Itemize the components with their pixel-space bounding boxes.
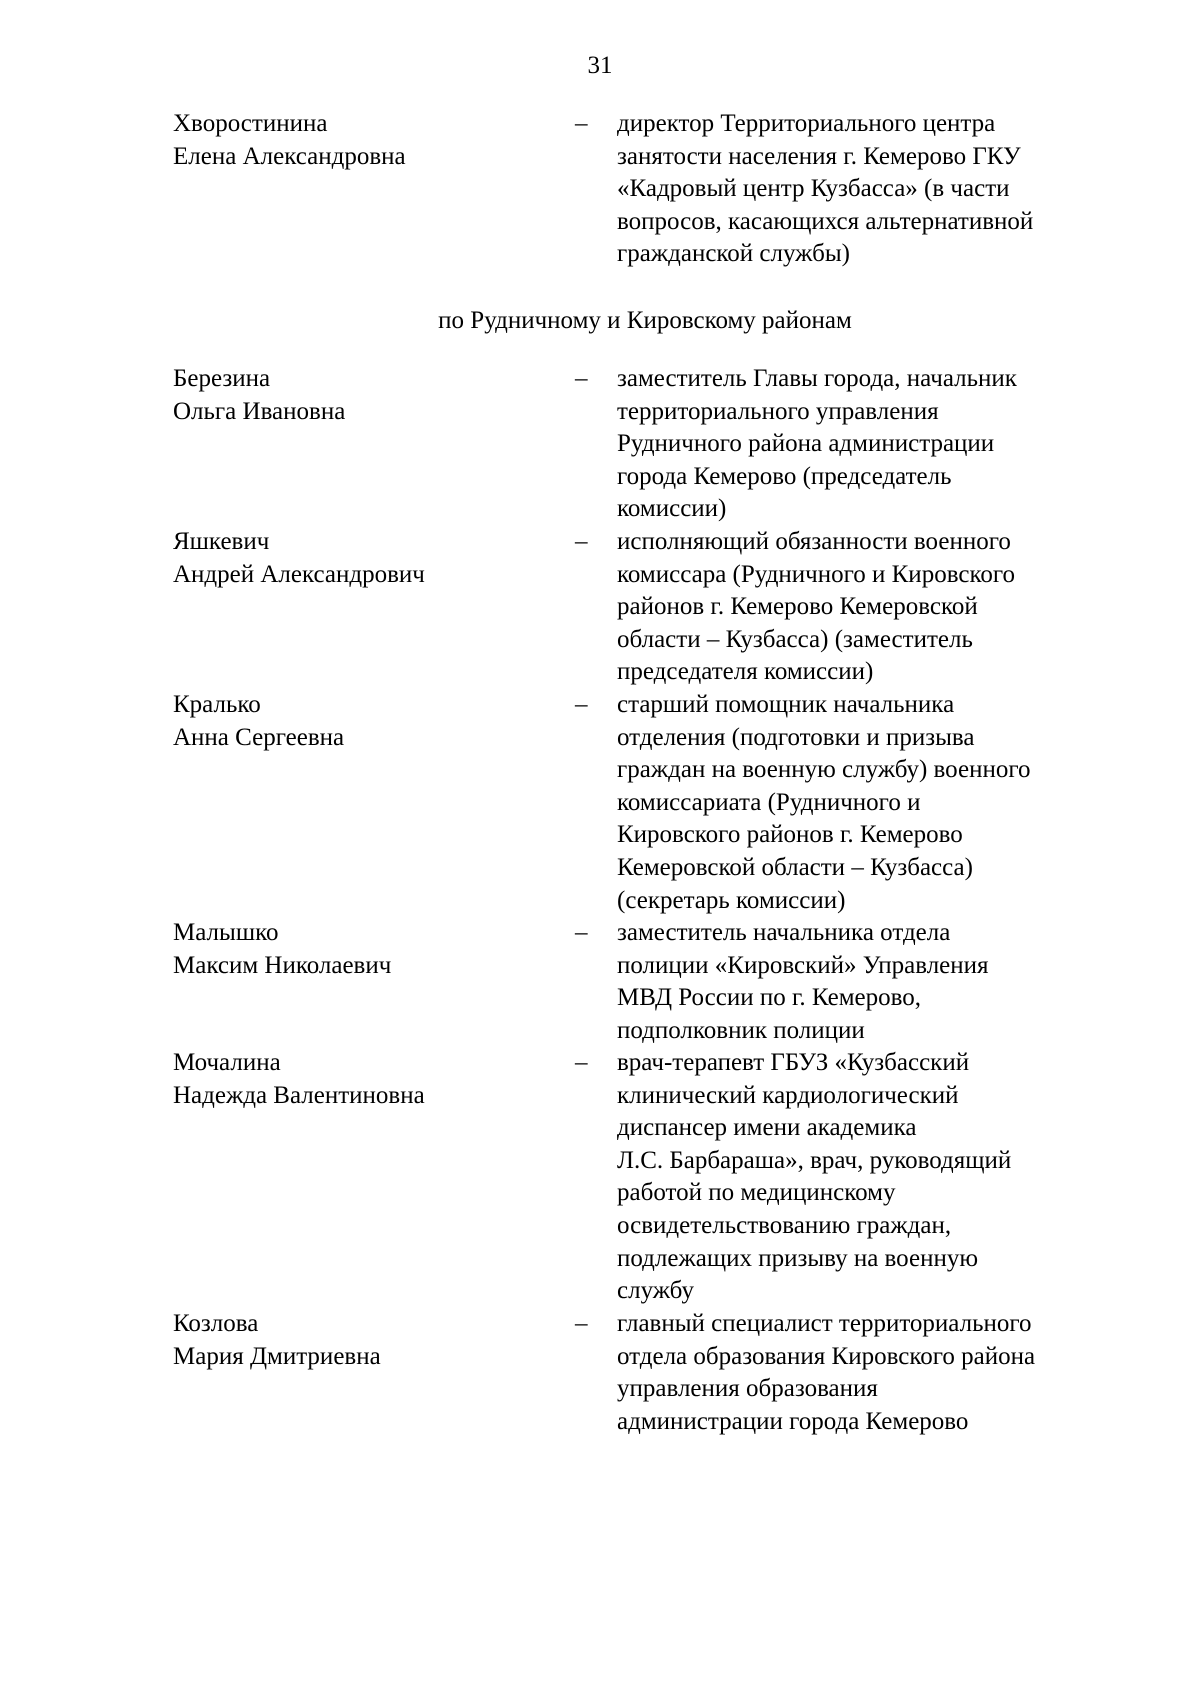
member-position xyxy=(617,108,1117,271)
position-line: области – Кузбасса) (заместитель xyxy=(617,625,973,653)
position-line: администрации города Кемерово xyxy=(617,1407,969,1435)
position-line: «Кадровый центр Кузбасса» (в части xyxy=(617,175,1010,203)
member-surname: Яшкевич xyxy=(173,528,270,555)
page-number: 31 xyxy=(587,52,613,79)
position-line: диспансер имени академика xyxy=(617,1114,917,1142)
dash-separator: – xyxy=(575,1049,588,1076)
position-line: заместитель начальника отдела xyxy=(617,919,951,946)
position-line: подполковник полиции xyxy=(617,1016,865,1044)
position-line: старший помощник начальника xyxy=(617,691,955,718)
position-line: территориального управления xyxy=(617,397,939,425)
position-line: занятости населения г. Кемерово ГКУ xyxy=(617,142,1021,170)
position-line: освидетельствованию граждан, xyxy=(617,1211,952,1239)
member-entry xyxy=(0,363,1200,526)
member-given-names: Андрей Александрович xyxy=(173,560,425,588)
position-line: Л.С. Барбараша», врач, руководящий xyxy=(617,1146,1012,1174)
member-given-names: Максим Николаевич xyxy=(173,951,392,979)
section-heading: по Рудничному и Кировскому районам xyxy=(438,307,852,334)
member-name xyxy=(173,108,553,173)
member-position xyxy=(617,526,1117,689)
position-line: службу xyxy=(617,1277,694,1305)
member-surname: Козлова xyxy=(173,1310,259,1337)
member-entry xyxy=(0,1308,1200,1439)
position-line: отделения (подготовки и призыва xyxy=(617,723,975,751)
member-given-names: Мария Дмитриевна xyxy=(173,1342,381,1370)
position-line: директор Территориального центра xyxy=(617,110,996,137)
member-position xyxy=(617,1308,1117,1438)
position-line: комиссара (Рудничного и Кировского xyxy=(617,560,1015,588)
member-entry-khvorostinina xyxy=(0,108,1200,272)
position-line: работой по медицинскому xyxy=(617,1179,896,1207)
position-line: Кировского районов г. Кемерово xyxy=(617,821,963,849)
member-position xyxy=(617,1047,1117,1308)
position-line: (секретарь комиссии) xyxy=(617,886,846,914)
position-line: МВД России по г. Кемерово, xyxy=(617,984,922,1012)
position-line: председателя комиссии) xyxy=(617,658,874,686)
position-line: гражданской службы) xyxy=(617,240,850,268)
dash-separator: – xyxy=(575,919,588,946)
position-line: подлежащих призыву на военную xyxy=(617,1244,979,1272)
member-position xyxy=(617,917,1117,1047)
position-line: граждан на военную службу) военного xyxy=(617,756,1031,784)
member-name xyxy=(173,1047,553,1112)
position-line: исполняющий обязанности военного xyxy=(617,528,1011,555)
dash-separator: – xyxy=(575,110,588,137)
position-line: заместитель Главы города, начальник xyxy=(617,365,1017,392)
dash-separator: – xyxy=(575,365,588,392)
position-line: клинический кардиологический xyxy=(617,1081,959,1109)
member-name xyxy=(173,689,553,754)
member-given-names: Ольга Ивановна xyxy=(173,397,346,425)
member-name xyxy=(173,917,553,982)
member-name xyxy=(173,526,553,591)
member-name xyxy=(173,1308,553,1373)
member-entry xyxy=(0,689,1200,917)
position-line: главный специалист территориального xyxy=(617,1310,1032,1337)
position-line: Кемеровской области – Кузбасса) xyxy=(617,853,973,881)
dash-separator: – xyxy=(575,1310,588,1337)
member-surname: Мочалина xyxy=(173,1049,281,1076)
position-line: отдела образования Кировского района xyxy=(617,1342,1036,1370)
member-surname: Березина xyxy=(173,365,271,392)
position-line: вопросов, касающихся альтернативной xyxy=(617,207,1034,235)
position-line: управления образования xyxy=(617,1375,878,1403)
dash-separator: – xyxy=(575,528,588,555)
member-given-names: Анна Сергеевна xyxy=(173,723,345,751)
position-line: комиссариата (Рудничного и xyxy=(617,788,921,816)
position-line: районов г. Кемерово Кемеровской xyxy=(617,593,978,621)
member-given-names: Елена Александровна xyxy=(173,142,406,170)
member-name xyxy=(173,363,553,428)
position-line: города Кемерово (председатель xyxy=(617,462,952,490)
member-position xyxy=(617,363,1117,526)
member-position xyxy=(617,689,1117,917)
member-surname: Хворостинина xyxy=(173,110,328,137)
member-given-names: Надежда Валентиновна xyxy=(173,1081,425,1109)
member-entry xyxy=(0,1047,1200,1308)
position-line: врач-терапевт ГБУЗ «Кузбасский xyxy=(617,1049,970,1076)
member-entry xyxy=(0,526,1200,689)
position-line: Рудничного района администрации xyxy=(617,430,995,458)
member-surname: Малышко xyxy=(173,919,279,946)
dash-separator: – xyxy=(575,691,588,718)
position-line: полиции «Кировский» Управления xyxy=(617,951,989,979)
position-line: комиссии) xyxy=(617,495,727,523)
member-surname: Кралько xyxy=(173,691,261,718)
member-entry xyxy=(0,917,1200,1047)
